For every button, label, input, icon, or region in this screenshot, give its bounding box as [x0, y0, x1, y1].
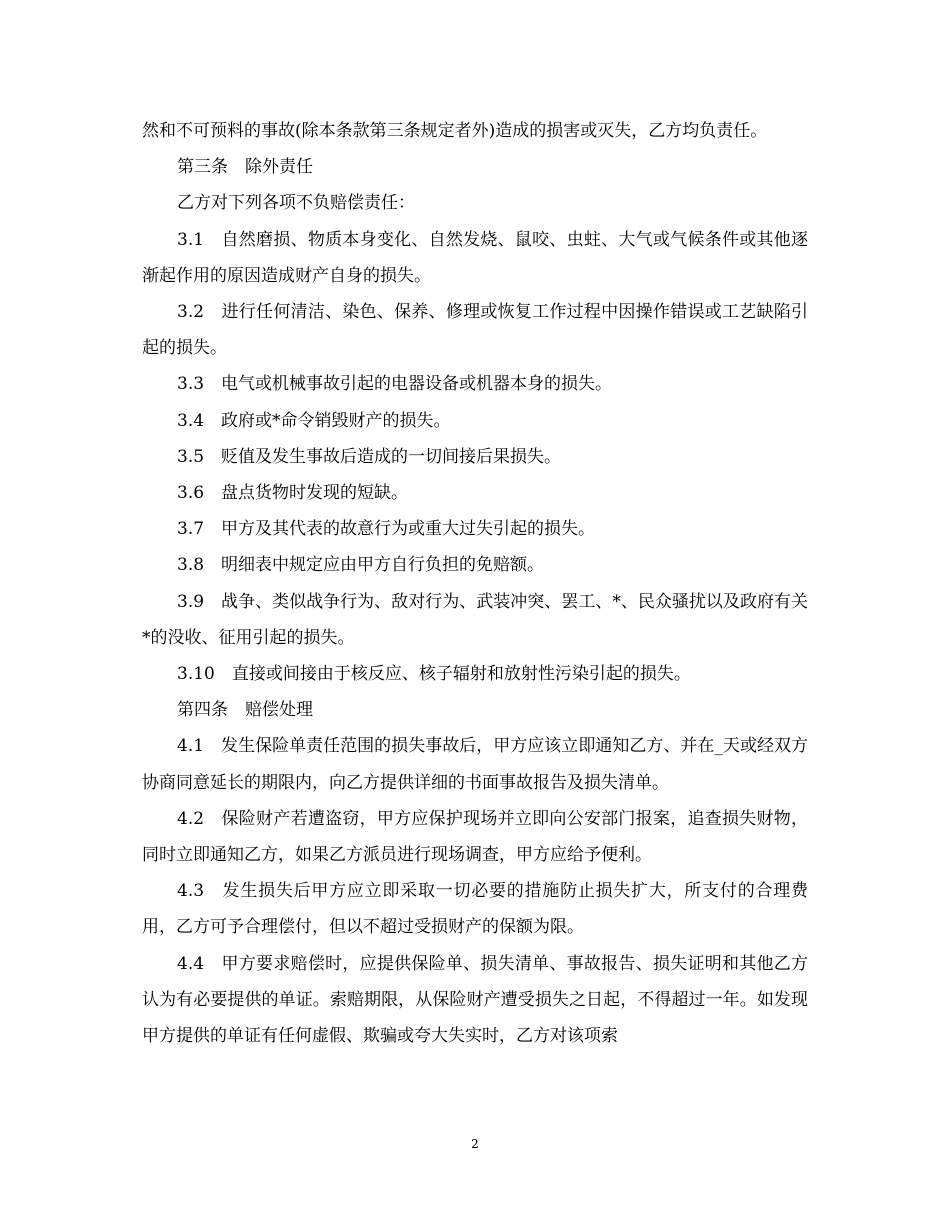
clause-item: 3.2 进行任何清洁、染色、保养、修理或恢复工作过程中因操作错误或工艺缺陷引起的损失。: [142, 302, 808, 359]
section-heading: 第三条 除外责任: [177, 157, 313, 178]
clause-item: 4.1 发生保险单责任范围的损失事故后，甲方应该立即通知乙方、并在_天或经双方协商同意延长的期限内，向乙方提供详细的书面事故报告及损失清单。: [142, 736, 808, 793]
clause-item: 3.6 盘点货物时发现的短缺。: [177, 483, 409, 504]
clause-item: 3.1 自然磨损、物质本身变化、自然发烧、鼠咬、虫蛀、大气或气候条件或其他逐渐起作用的原因造成财产自身的损失。: [142, 229, 808, 286]
clause-item: 3.8 明细表中规定应由甲方自行负担的免赔额。: [177, 555, 545, 576]
clause-item: 3.7 甲方及其代表的故意行为或重大过失引起的损失。: [177, 519, 596, 540]
clause-item: 3.5 贬值及发生事故后造成的一切间接后果损失。: [177, 446, 562, 467]
clause-item: 4.2 保险财产若遭盗窃，甲方应保护现场并立即向公安部门报案，追查损失财物，同时立即通知乙方，如果乙方派员进行现场调查，甲方应给予便利。: [142, 808, 808, 866]
paragraph: 然和不可预料的事故(除本条款第三条规定者外)造成的损害或灭失，乙方均负责任。: [142, 121, 768, 141]
clause-item: 3.3 电气或机械事故引起的电器设备或机器本身的损失。: [177, 374, 613, 395]
clause-item: 3.10 直接或间接由于核反应、核子辐射和放射性污染引起的损失。: [177, 664, 691, 685]
clause-item: 4.3 发生损失后甲方应立即采取一切必要的措施防止损失扩大，所支付的合理费用，乙方可予合理偿付，但以不超过受损财产的保额为限。: [142, 881, 808, 938]
document-body: [142, 113, 808, 1054]
clause-item: 3.4 政府或*命令销毁财产的损失。: [177, 410, 451, 431]
paragraph: 乙方对下列各项不负赔偿责任：: [177, 193, 415, 214]
page-number: 2: [471, 1137, 479, 1151]
section-heading: 第四条 赔偿处理: [177, 700, 313, 721]
clause-item: 3.9 战争、类似战争行为、敌对行为、武装冲突、罢工、*、民众骚扰以及政府有关*的没收、征用引起的损失。: [142, 591, 808, 648]
clause-item: 4.4 甲方要求赔偿时，应提供保险单、损失清单、事故报告、损失证明和其他乙方认为有必要提供的单证。索赔期限，从保险财产遭受损失之日起，不得超过一年。如发现甲方提供的单证有任何虚假、欺骗或夸大失实时，乙方对该项索: [142, 953, 808, 1047]
